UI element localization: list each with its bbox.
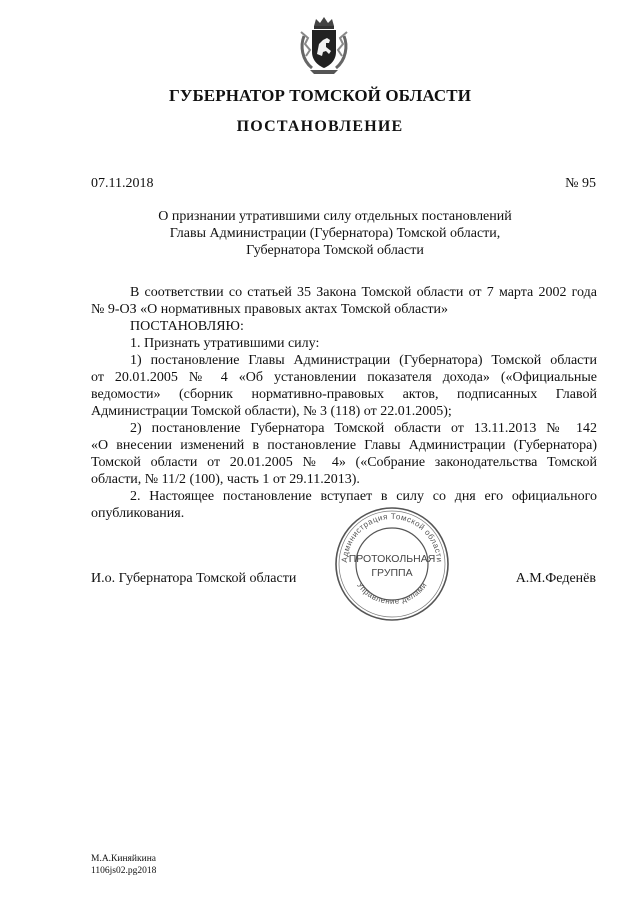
stamp-center-line-2: ГРУППА (371, 567, 413, 579)
document-number: № 95 (565, 176, 596, 191)
item-1-2-line: Томской области от 20.01.2005 № 4» («Собрание законодательства Томской (91, 455, 597, 470)
signer-name: А.М.Феденёв (515, 571, 596, 586)
item-1-1-line: от 20.01.2005 № 4 «Об установлении показателя дохода» («Официальные (91, 370, 597, 385)
svg-text:Управление делами (355, 581, 429, 606)
item-1-2-line: 2) постановление Губернатора Томской области от 13.11.2013 № 142 (130, 421, 597, 436)
item-1-1-line: 1) постановление Главы Администрации (Губернатора) Томской области (130, 353, 597, 368)
subject-line: Главы Администрации (Губернатора) Томской области, (169, 226, 501, 241)
issuing-authority-heading: ГУБЕРНАТОР ТОМСКОЙ ОБЛАСТИ (168, 86, 472, 105)
document-date: 07.11.2018 (91, 176, 154, 191)
file-reference: 1106js02.pg2018 (91, 866, 157, 876)
item-1-1-line: ведомости» (сборник нормативно-правовых актов, подписанных Главой (91, 387, 597, 402)
subject-line: О признании утратившими силу отдельных постановлений (158, 209, 512, 224)
item-2-line: опубликования. (91, 506, 185, 521)
item-2-line: 2. Настоящее постановление вступает в силу со дня его официального (130, 489, 597, 504)
subject-line: Губернатора Томской области (246, 243, 424, 258)
document-body (91, 284, 597, 522)
item-1-2-line: области, № 11/2 (100), часть 1 от 29.11.2013). (91, 472, 360, 487)
resolve-keyword: ПОСТАНОВЛЯЮ: (130, 319, 244, 334)
document-footer (91, 853, 156, 877)
stamp-ring-bottom-text: Управление делами (355, 580, 429, 606)
coat-of-arms-emblem (296, 14, 352, 76)
signer-position: И.о. Губернатора Томской области (91, 571, 297, 586)
preamble-line: № 9-ОЗ «О нормативных правовых актах Томской области» (91, 302, 449, 317)
stamp-ring-top-text: Администрация Томской области (339, 511, 445, 563)
executor-name: М.А.Киняйкина (91, 854, 157, 864)
item-1-1-line: Администрации Томской области), № 3 (118) от 22.01.2005); (91, 404, 452, 419)
document-type-heading: ПОСТАНОВЛЕНИЕ (236, 118, 404, 135)
protocol-group-stamp (333, 505, 451, 623)
item-1-title: 1. Признать утратившими силу: (130, 336, 320, 351)
item-1-2-line: «О внесении изменений в постановление Главы Администрации (Губернатора) (91, 438, 597, 453)
preamble-line: В соответствии со статьей 35 Закона Томской области от 7 марта 2002 года (130, 285, 597, 300)
document-subject (120, 208, 550, 259)
stamp-center-line-1: ПРОТОКОЛЬНАЯ (348, 553, 436, 565)
